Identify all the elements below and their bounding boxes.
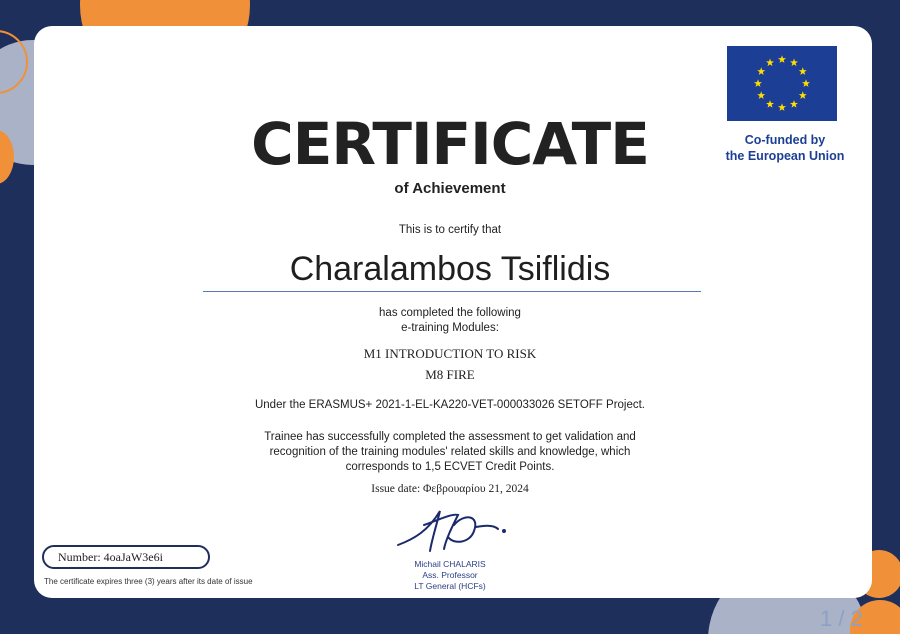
completed-line-2: e-training Modules: bbox=[401, 322, 499, 334]
eu-line-1: Co-funded by bbox=[744, 133, 826, 147]
recipient-name: Charalambos Tsiflidis bbox=[289, 250, 611, 288]
eu-star bbox=[757, 91, 765, 99]
eu-star bbox=[766, 100, 774, 108]
name-underline bbox=[203, 291, 701, 292]
page-indicator: 1 / 2 bbox=[820, 606, 863, 631]
completed-line-1: has completed the following bbox=[379, 307, 521, 319]
expiry-note: The certificate expires three (3) years after its date of issue bbox=[44, 577, 253, 586]
certify-text: This is to certify that bbox=[398, 224, 502, 236]
eu-star bbox=[757, 67, 765, 75]
signature-image bbox=[394, 505, 514, 557]
completed-text bbox=[0, 306, 900, 336]
eu-star bbox=[790, 100, 798, 108]
issue-date: Issue date: Φεβρουαρίου 21, 2024 bbox=[371, 483, 529, 495]
eu-star bbox=[799, 67, 807, 75]
eu-star bbox=[754, 79, 762, 87]
signer-block bbox=[370, 559, 530, 592]
eu-line-2: the European Union bbox=[725, 149, 845, 163]
certificate-number-badge: Number: 4oaJaW3e6i bbox=[42, 545, 210, 569]
eu-star bbox=[778, 55, 786, 63]
certificate-title: CERTIFICATE bbox=[251, 110, 649, 178]
certificate-subtitle: of Achievement bbox=[394, 180, 506, 197]
assessment-line-2: recognition of the training modules' related skills and knowledge, which bbox=[269, 446, 631, 458]
eu-star bbox=[766, 59, 774, 67]
signer-role: Ass. Professor bbox=[422, 570, 478, 580]
eu-star bbox=[790, 59, 798, 67]
assessment-text bbox=[0, 430, 900, 475]
module-item: M1 INTRODUCTION TO RISK bbox=[363, 346, 537, 361]
eu-star bbox=[799, 91, 807, 99]
assessment-line-3: corresponds to 1,5 ECVET Credit Points. bbox=[345, 461, 555, 473]
signer-name: Michail CHALARIS bbox=[414, 559, 486, 569]
eu-star bbox=[802, 79, 810, 87]
project-text: Under the ERASMUS+ 2021-1-EL-KA220-VET-000033026 SETOFF Project. bbox=[254, 399, 646, 411]
assessment-line-1: Trainee has successfully completed the assessment to get validation and bbox=[264, 431, 636, 443]
module-item: M8 FIRE bbox=[425, 367, 475, 382]
signer-org: LT General (HCFs) bbox=[414, 581, 486, 591]
